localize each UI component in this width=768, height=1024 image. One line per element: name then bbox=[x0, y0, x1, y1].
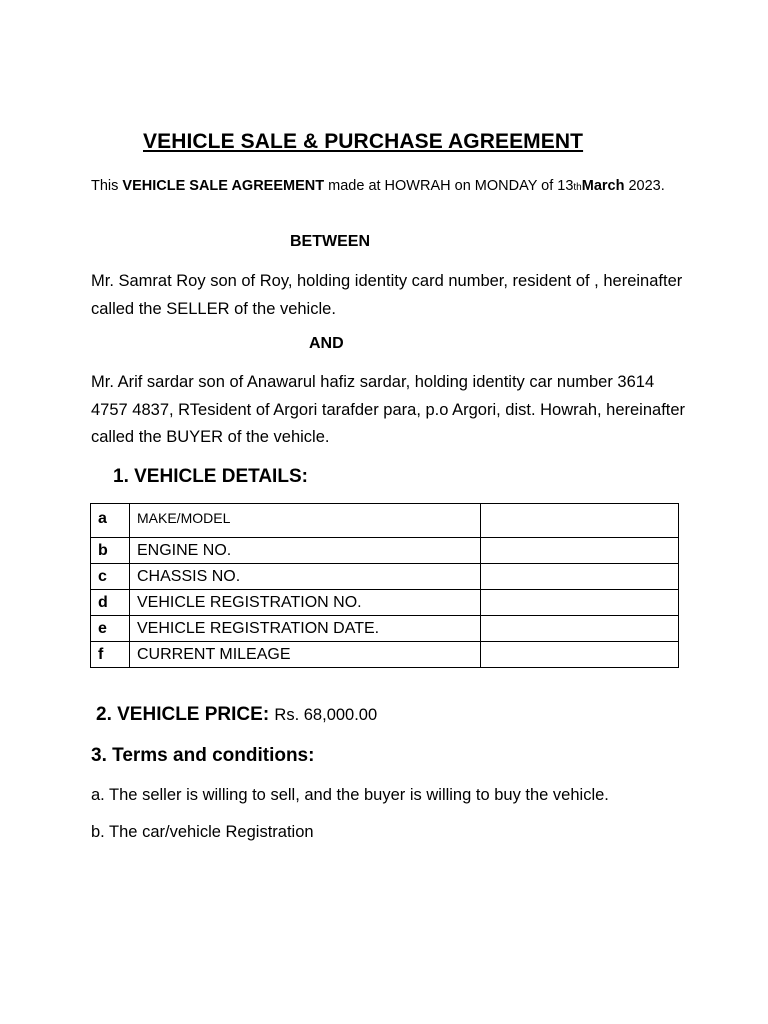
intro-superscript: th bbox=[573, 182, 582, 193]
term-item-b: b. The car/vehicle Registration bbox=[91, 823, 314, 841]
document-title: VEHICLE SALE & PURCHASE AGREEMENT bbox=[143, 130, 584, 153]
between-heading: BETWEEN bbox=[290, 233, 370, 250]
vehicle-price-value: Rs. 68,000.00 bbox=[274, 706, 378, 724]
row-index: f bbox=[91, 642, 130, 668]
row-value bbox=[481, 642, 679, 668]
row-value bbox=[481, 564, 679, 590]
row-label: CHASSIS NO. bbox=[130, 564, 481, 590]
vehicle-price-heading: 2. VEHICLE PRICE: bbox=[96, 704, 275, 725]
intro-bold-month: March bbox=[581, 178, 625, 194]
row-value bbox=[481, 538, 679, 564]
buyer-paragraph: Mr. Arif sardar son of Anawarul hafiz sardar, holding identity car number 3614 4757 4837, RTesident of Argori tarafder para, p.o Argori, dist. Howrah, hereinafter called the BUYER of the vehicle. bbox=[91, 373, 686, 446]
intro-text-5: 2023. bbox=[624, 178, 665, 194]
terms-heading: 3. Terms and conditions: bbox=[91, 745, 315, 766]
term-item-a: a. The seller is willing to sell, and the buyer is willing to buy the vehicle. bbox=[91, 786, 609, 804]
row-value bbox=[481, 590, 679, 616]
vehicle-details-table bbox=[90, 503, 679, 668]
table-row bbox=[91, 590, 679, 616]
intro-bold-agreement: VEHICLE SALE AGREEMENT bbox=[122, 178, 325, 194]
table-row bbox=[91, 504, 679, 538]
intro-text-4: ONDAY of 13 bbox=[486, 178, 574, 194]
row-value bbox=[481, 504, 679, 538]
intro-sentence bbox=[91, 174, 691, 200]
row-label: MAKE/MODEL bbox=[130, 504, 481, 538]
table-row bbox=[91, 642, 679, 668]
row-value bbox=[481, 616, 679, 642]
and-heading: AND bbox=[309, 335, 344, 352]
row-index: b bbox=[91, 538, 130, 564]
table-row bbox=[91, 616, 679, 642]
table-row bbox=[91, 538, 679, 564]
intro-text-3: OWRAH on M bbox=[395, 178, 487, 194]
row-index: c bbox=[91, 564, 130, 590]
vehicle-price-line bbox=[96, 704, 377, 726]
intro-text-1: This bbox=[91, 178, 123, 194]
row-label: ENGINE NO. bbox=[130, 538, 481, 564]
seller-paragraph: Mr. Samrat Roy son of Roy, holding identity card number, resident of , hereinafter called the SELLER of the vehicle. bbox=[91, 272, 683, 318]
row-index: e bbox=[91, 616, 130, 642]
row-index: a bbox=[91, 504, 130, 538]
vehicle-details-heading: 1. VEHICLE DETAILS: bbox=[113, 466, 308, 487]
row-index: d bbox=[91, 590, 130, 616]
intro-text-2: made at H bbox=[324, 178, 396, 194]
row-label: VEHICLE REGISTRATION NO. bbox=[130, 590, 481, 616]
row-label: VEHICLE REGISTRATION DATE. bbox=[130, 616, 481, 642]
row-label: CURRENT MILEAGE bbox=[130, 642, 481, 668]
table-row bbox=[91, 564, 679, 590]
